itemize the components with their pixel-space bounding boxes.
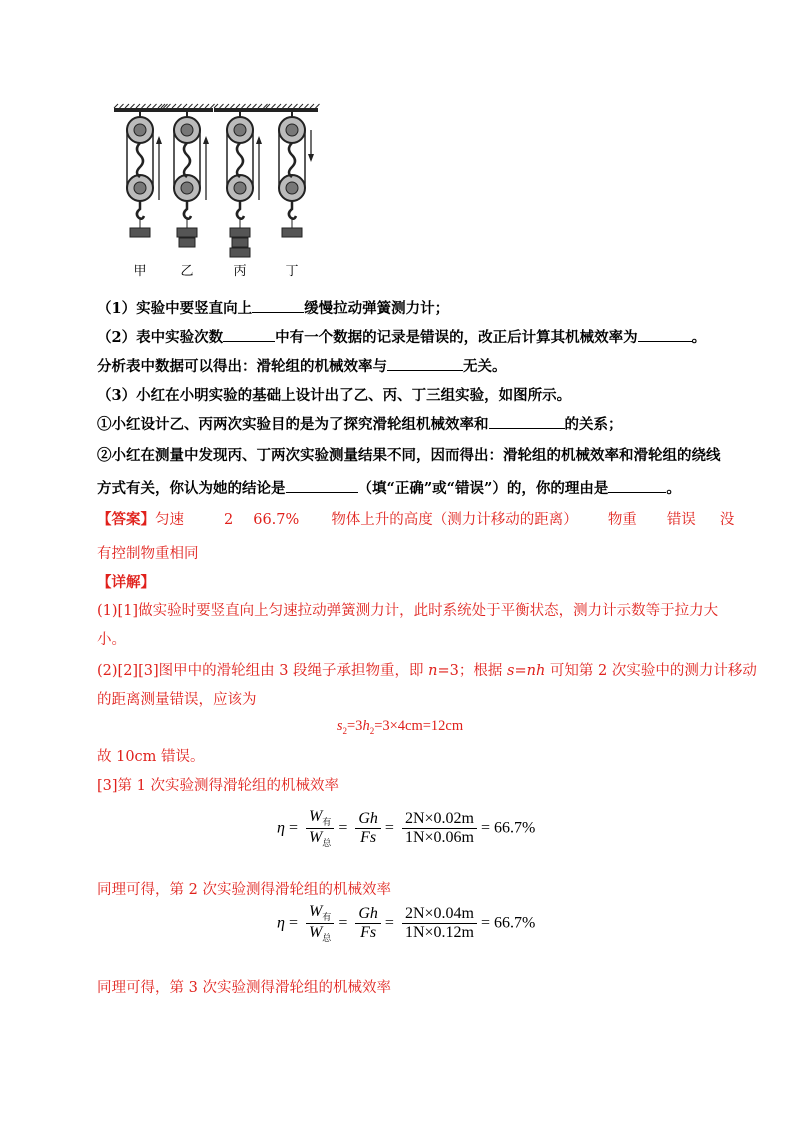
q3-2-blank-1 bbox=[286, 477, 358, 493]
q1-text-a: （1）实验中要竖直向上 bbox=[97, 300, 253, 318]
q1-text-b: 缓慢拉动弹簧测力计； bbox=[304, 300, 450, 318]
den-values: 1N×0.12m bbox=[404, 924, 474, 942]
q2-blank-2 bbox=[638, 326, 692, 342]
formula-h: h bbox=[362, 718, 370, 734]
q3-1-text-b: 的关系； bbox=[564, 416, 623, 434]
p2-c: = bbox=[514, 663, 527, 679]
p2-a: (2)[2][3]图甲中的滑轮组由 3 段绳子承担物重，即 bbox=[97, 663, 429, 679]
fraction-values bbox=[402, 810, 477, 847]
w-den-sub: 总 bbox=[322, 933, 332, 944]
question-3-2 bbox=[97, 444, 721, 465]
w-num-sub: 有 bbox=[322, 912, 332, 923]
detail-p2-line1 bbox=[97, 659, 757, 680]
fs: Fs bbox=[360, 924, 377, 942]
fraction-gh bbox=[355, 905, 381, 942]
q2-text-c: 。 bbox=[691, 329, 707, 347]
figure-label-jia: 甲 bbox=[133, 264, 147, 279]
q2-blank-3 bbox=[387, 355, 463, 371]
wrong-text: 故 10cm 错误。 bbox=[97, 749, 205, 765]
figure-label-yi: 乙 bbox=[180, 264, 194, 279]
weight-block bbox=[177, 228, 197, 237]
fraction-values bbox=[402, 905, 477, 942]
formula-s2 bbox=[0, 718, 800, 736]
q2-text-b: 中有一个数据的记录是错误的，改正后计算其机械效率为 bbox=[275, 329, 638, 347]
answer-tag: 【答案】 bbox=[97, 511, 155, 528]
detail-p4 bbox=[97, 878, 391, 899]
gh: Gh bbox=[358, 810, 378, 828]
answer-item: 匀速 bbox=[155, 512, 184, 528]
answer-item: 物体上升的高度（测力计移动的距离） bbox=[331, 512, 578, 528]
answer-item: 没 bbox=[719, 512, 735, 528]
answer-item: 2 bbox=[224, 512, 234, 528]
q2-blank-1 bbox=[223, 326, 275, 342]
detail-p1-text2: 小。 bbox=[97, 632, 126, 648]
w-num: W bbox=[308, 808, 323, 825]
fs: Fs bbox=[360, 829, 377, 847]
gh: Gh bbox=[358, 905, 378, 923]
weight-block bbox=[130, 228, 150, 237]
eta-symbol: η bbox=[277, 819, 285, 837]
detail-p5 bbox=[97, 976, 391, 997]
answer-line2-text: 有控制物重相同 bbox=[97, 546, 199, 562]
q3-2-text-b: （填“正确”或“错误”）的，你的理由是 bbox=[357, 480, 609, 498]
answer-line-2 bbox=[97, 542, 199, 563]
num-values: 2N×0.04m bbox=[402, 905, 477, 924]
q2-text-a: （2）表中实验次数 bbox=[97, 329, 224, 347]
formula-sub-1: 2 bbox=[342, 725, 347, 736]
detail-p1-line2 bbox=[97, 628, 126, 649]
question-3-1 bbox=[97, 413, 623, 434]
question-3 bbox=[97, 384, 571, 405]
w-num-sub: 有 bbox=[322, 817, 332, 828]
q3-1-text-a: ①小红设计乙、丙两次实验目的是为了探究滑轮组机械效率和 bbox=[97, 416, 489, 434]
question-2-line2 bbox=[97, 355, 507, 376]
pulley-figure bbox=[100, 90, 330, 285]
p2-nh: nh bbox=[526, 663, 546, 679]
p2-n: n bbox=[428, 663, 438, 679]
q3-2-line1: ②小红在测量中发现丙、丁两次实验测量结果不同，因而得出：滑轮组的机械效率和滑轮组的绕线 bbox=[97, 447, 721, 464]
pulley-system bbox=[214, 104, 268, 257]
p2-b: =3；根据 bbox=[437, 663, 507, 679]
fraction-w bbox=[306, 903, 334, 944]
num-values: 2N×0.02m bbox=[402, 810, 477, 829]
q2-line2-text-a: 分析表中数据可以得出：滑轮组的机械效率与 bbox=[97, 358, 387, 376]
q2-line2-text-b: 无关。 bbox=[463, 358, 507, 376]
question-1 bbox=[97, 297, 449, 318]
efficiency-equation-2: η = $\frac{W_有}{W_总}$ = $\frac{Gh}{Fs}$ = $\frac{2N\times 0.04m}{1N\times 0.12m}$ = 66.7% bbox=[277, 903, 536, 944]
pulley-system bbox=[161, 104, 215, 247]
p4-text: 同理可得，第 2 次实验测得滑轮组的机械效率 bbox=[97, 882, 391, 898]
weight-block bbox=[282, 228, 302, 237]
q3-2-text-c: 。 bbox=[666, 480, 681, 498]
answer-line bbox=[97, 508, 734, 529]
fraction-w bbox=[306, 808, 334, 849]
p2-s: s bbox=[507, 663, 515, 679]
detail-p1-line1 bbox=[97, 599, 718, 620]
question-2 bbox=[97, 326, 706, 347]
q3-1-blank bbox=[489, 413, 565, 429]
question-3-2-line2 bbox=[97, 477, 681, 498]
fraction-gh bbox=[355, 810, 381, 847]
weight-block bbox=[232, 238, 248, 247]
answer-item: 错误 bbox=[666, 512, 696, 528]
p2-line2: 的距离测量错误，应该为 bbox=[97, 692, 257, 708]
result: = 66.7% bbox=[480, 914, 536, 932]
pulley-system bbox=[266, 104, 320, 237]
result: = 66.7% bbox=[480, 819, 536, 837]
figure-label-bing: 丙 bbox=[233, 264, 247, 279]
weight-block bbox=[230, 228, 250, 237]
detail-p3 bbox=[97, 774, 339, 795]
q3-2-blank-2 bbox=[608, 477, 666, 493]
w-den: W bbox=[308, 829, 323, 847]
formula-sub-2: 2 bbox=[369, 725, 375, 736]
formula-s: s bbox=[336, 718, 343, 734]
formula-mid: =3 bbox=[347, 718, 363, 734]
p5-text: 同理可得，第 3 次实验测得滑轮组的机械效率 bbox=[97, 980, 391, 996]
q3-2-text-a: 方式有关，你认为她的结论是 bbox=[97, 480, 286, 498]
detail-tag bbox=[97, 571, 155, 592]
detail-p1-text: (1)[1]做实验时要竖直向上匀速拉动弹簧测力计，此时系统处于平衡状态，测力计示数等于拉力大 bbox=[97, 603, 719, 619]
pulley-system bbox=[114, 104, 168, 237]
q1-blank bbox=[252, 297, 304, 313]
w-den-sub: 总 bbox=[322, 838, 332, 849]
detail-tag-text: 【详解】 bbox=[97, 574, 155, 591]
answer-item: 物重 bbox=[607, 512, 637, 528]
efficiency-equation-1: η = $\frac{W_有}{W_总}$ = $\frac{Gh}{Fs}$ = $\frac{2N\times 0.02m}{1N\times 0.06m}$ = 66.7% bbox=[277, 808, 536, 849]
w-den: W bbox=[308, 924, 323, 942]
p3-text: [3]第 1 次实验测得滑轮组的机械效率 bbox=[97, 778, 339, 794]
figure-label-ding: 丁 bbox=[285, 264, 299, 279]
weight-block bbox=[230, 248, 250, 257]
formula-end: =3×4cm=12cm bbox=[374, 718, 464, 734]
detail-p2-line2 bbox=[97, 688, 257, 709]
detail-wrong bbox=[97, 745, 205, 766]
answer-item: 66.7% bbox=[253, 512, 300, 528]
w-num: W bbox=[308, 903, 323, 920]
weight-block bbox=[179, 238, 195, 247]
den-values: 1N×0.06m bbox=[404, 829, 474, 847]
q3-text: （3）小红在小明实验的基础上设计出了乙、丙、丁三组实验，如图所示。 bbox=[97, 387, 572, 404]
eta-symbol: η bbox=[277, 914, 285, 932]
p2-d: 可知第 2 次实验中的测力计移动 bbox=[545, 663, 757, 679]
